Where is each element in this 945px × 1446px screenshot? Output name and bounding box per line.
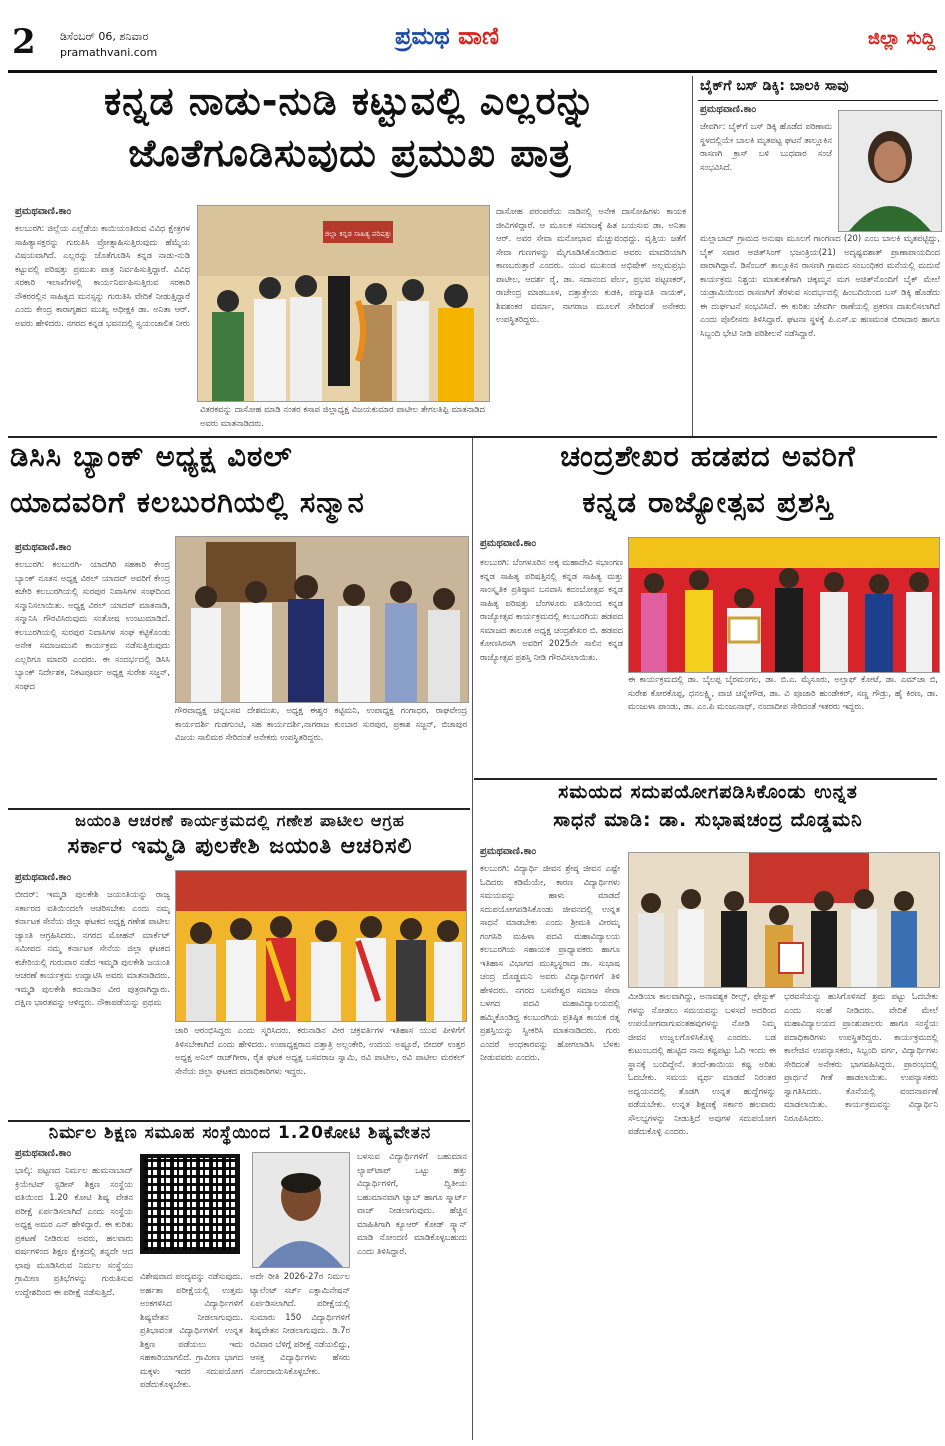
- story3-caption: ಗೌರವಾಧ್ಯಕ್ಷ ಚನ್ನಬಸವ ದೇಶಮುಖ, ಅಧ್ಯಕ್ಷ ಈಶ್ವರ ಕಟ್ಟಿಮನಿ, ಉಪಾಧ್ಯಕ್ಷ ಗಂಗಾಧರ, ರಾಘವೇಂದ್ರ ಕಾರ್ಯದರ್ಶಿ ಗುಡಗುಂಟಿ, ಸಹ ಕಾರ್ಯದರ್ಶಿ,ನಾಗರಾಜ ಕುಂಬಾರ ಸುರಪುರ, ಪ್ರಕಾಶ ಸಜ್ಜನ್, ಬಿಜಾಪುರ ವಿಜಯ ಸಾಲಿಮಠ ಸೇರಿದಂತೆ ಅನೇಕರು ಉಪಸ್ಥಿತರಿದ್ದರು.: [175, 705, 467, 742]
- column-divider-2: [472, 438, 473, 808]
- qr-code-icon[interactable]: [140, 1154, 240, 1254]
- story2-text-b: ಮಲ್ಲಾಬಾದ್ ಗ್ರಾಮದ ಅನುಷಾ ಮೂಲಗೆ ಗಾಂಗಣದ (20) ಎಂಬ ಬಾಲಕಿ ಮೃತಪಟ್ಟಿದ್ದು, ಬೈಕ್ ಸವಾರ ಅಜಿತ್‌ಸಿಂಗ್ ಭಜಂತ್ರಿಯ(21) ಅದೃಷ್ಟವಶಾತ್ ಪ್ರಾಣಾಪಾಯದಿಂದ ಪಾರಾಗಿದ್ದಾನೆ. ಡಿಸೆಂಬರ್ ತಾಲ್ಲೂಕಿನ ರಾಸಣಗಿ ಗ್ರಾಮದ ಸಂಬಂಧಿಕರ ಮನೆಯಲ್ಲಿ ಮದುವೆ ಕಾರ್ಯಕ್ರಮ ನಿಶ್ಚಯ ಮಾತುಕತೆಗಾಗಿ ಚಿಕ್ಕಮ್ಮನ ಮಗ ಅಜಿತ್‌ನೊಂದಿಗೆ ಬೈಕ್ ಮೇಲೆ ಯಡ್ರಾಮಿಯಿಂದ ರಾಸಣಗಿಗೆ ತೆರಳುವ ಸಂದರ್ಭದಲ್ಲಿ ಹಿಂಬದಿಯಿಂದ ಬಸ್ ಡಿಕ್ಕಿ ಹೊಡೆದು ಈ ದುರ್ಘಟನೆ ಸಂಭವಿಸಿದೆ. ಈ ಕುರಿತು ಜೇವರ್ಗಿ ಠಾಣೆಯಲ್ಲಿ ಪ್ರಕರಣ ದಾಖಲಿಸಲಾಗಿದೆ ಎಂದು ಪೊಲೀಸರು ತಿಳಿಸಿದ್ದಾರೆ. ಘಟನಾ ಸ್ಥಳಕ್ಕೆ ಪಿ.ಎಸ್.ಐ ಹಣಮಂತ ಬಿರಾದಾರ ಹಾಗೂ ಸಿಬ್ಬಂದಿ ಭೇಟಿ ನೀಡಿ ಪರಿಶೀಲನೆ ನಡೆಸಿದ್ದಾರೆ.: [700, 233, 940, 338]
- story6-photo: [628, 852, 940, 988]
- story2-text-a: ಜೇವರ್ಗಿ: ಬೈಕ್‌ಗೆ ಬಸ್ ಡಿಕ್ಕಿ ಹೊಡೆದ ಪರಿಣಾಮ ಸ್ಥಳದಲ್ಲಿಯೇ ಬಾಲಕಿ ಮೃತಪಟ್ಟ ಘಟನೆ ತಾಲ್ಲೂಕಿನ ರಾಸಣಗಿ ಕ್ರಾಸ್ ಬಳಿ ಬುಧವಾರ ಸಂಜೆ ಸಂಭವಿಸಿದೆ.: [700, 121, 832, 172]
- story1-headline-2: ಜೊತೆಗೂಡಿಸುವುದು ಪ್ರಮುಖ ಪಾತ್ರ: [128, 131, 572, 175]
- story4-text: ಕಲಬುರಗಿ: ಬೆಂಗಳೂರಿನ ಅಕ್ಕ ಮಹಾದೇವಿ ಸಭಾಂಗಣ ಕನ್ನಡ ಸಾಹಿತ್ಯ ಪರಿಷತ್ತಿನಲ್ಲಿ ಕನ್ನಡ ಸಾಹಿತ್ಯ ಮತ್ತು ಸಾಂಸ್ಕೃತಿಕ ಪ್ರತಿಷ್ಠಾನ ಬನವಾಸಿ ಕದಂಬೋತ್ಸವ ಕನ್ನಡ ಸಾಹಿತ್ಯ ಪರಿಷತ್ತು ಬೆಂಗಳೂರು ವತಿಯಿಂದ ಕನ್ನಡ ರಾಜ್ಯೋತ್ಸವ ಕಾರ್ಯಕ್ರಮದಲ್ಲಿ ಕಲಬುರಗಿಯ ಹಡಪದ ಸಮಾಜದ ತಾಲೂಕ ಅಧ್ಯಕ್ಷ ಚಂದ್ರಶೇಖರ ಬಿ. ಹಡಪದ ಕೋಣಸಿರಸಗಿ ಅವರಿಗೆ 2025ನೇ ಸಾಲಿನ ಕನ್ನಡ ರಾಜ್ಯೋತ್ಸವ ಪ್ರಶಸ್ತಿ ನೀಡಿ ಗೌರವಿಸಲಾಯಿತು.: [480, 557, 623, 662]
- column-divider: [692, 76, 693, 436]
- story1-text-col2: ದಾಸೋಹ ಪರಂಪರೆಯ ನಾಡಿನಲ್ಲಿ ಅನೇಕ ದಾಸೋಹಿಗಳು ಕಾಯಕ ಜೀವಿಗಳಿದ್ದಾರೆ. ಆ ಮೂಲಕ ಸಮಾಜಕ್ಕೆ ಹಿತ ಬಯಸುವ ಡಾ. ಅನಿತಾ ಆರ್. ಅವರ ಸೇವಾ ಮನೋಭಾವ ಮೆಚ್ಚುವಂಥದ್ದು. ವೃತ್ತಿಯ ಜತೆಗೆ ಸೇವಾ ಗುಣಗಳನ್ನು ಮೈಗೂಡಿಸಿಕೊಂಡಿರುವ ಅವರು ಮಾದರಿಯಾಗಿ ಕಾಣಬರುತ್ತಾರೆ ಎಂದರು. ಯುವ ಮುಖಂಡ ಅಭಿಷೇಕ್ ಅಲ್ಲಮಪ್ರಭು ಪಾಟೀಲ, ಆದರ್ಶ ರೈ, ಡಾ. ಸದಾನಂದ ಪೆರ್ಲ, ಪ್ರಭವ ಪಟ್ಟಣಕರ್, ರಾಜೇಂದ್ರ ಮಾಡಬೂಳ, ದತ್ತಾತ್ರೇಯ ಕುಡಕಿ, ಪದ್ಮಾವತಿ ನಾಯಕ್, ಶಿವಶಂಕರ ವರ್ಮಾ, ನಾಗರಾಜ ಮೂಲಗೆ ಸೇರಿದಂತೆ ಅನೇಕರು ಉಪಸ್ಥಿತರಿದ್ದರು.: [496, 206, 686, 324]
- logo-part-right: ವಾಣಿ: [458, 22, 500, 50]
- story7-text: ಭಾಲ್ಕಿ: ಪಟ್ಟಣದ ನಿರ್ಮಲ ಹುಮನಾಬಾದ್ ಕ್ರಿಯೇಟಿವ್ ಸ್ಟಡೀಸ್ ಶಿಕ್ಷಣ ಸಂಸ್ಥೆಯ ವತಿಯಿಂದ 1.20 ಕೋಟಿ ಶಿಷ್ಯ ವೇತನ ಪರೀಕ್ಷೆ ಏರ್ಪಡಿಸಲಾಗಿದೆ ಎಂದು ಸಂಸ್ಥೆಯ ಅಧ್ಯಕ್ಷ ಅಮರ ಎನ್ ಹೇಳಿದ್ದಾರೆ. ಈ ಕುರಿತು ಪ್ರಕಟಣೆ ನೀಡಿರುವ ಅವರು, ಹಲವಾರು ವರ್ಷಗಳಿಂದ ಶಿಕ್ಷಣ ಕ್ಷೇತ್ರದಲ್ಲಿ ತನ್ನದೇ ಆದ ಛಾಪು ಮೂಡಿಸಿರುವ ನಿರ್ಮಲ ಸಂಸ್ಥೆಯು ಗ್ರಾಮೀಣ ಪ್ರತಿಭೆಗಳನ್ನು ಗುರುತಿಸುವ ಉದ್ದೇಶದಿಂದ ಈ ಪರೀಕ್ಷೆ ನಡೆಸುತ್ತಿದೆ.: [15, 1165, 133, 1297]
- story5-headline-1: ಜಯಂತಿ ಆಚರಣೆ ಕಾರ್ಯಕ್ರಮದಲ್ಲಿ ಗಣೇಶ ಪಾಟೀಲ ಆಗ್ರಹ: [75, 811, 405, 830]
- story4-headline-1: ಚಂದ್ರಶೇಖರ ಹಡಪದ ಅವರಿಗೆ: [560, 439, 856, 473]
- story2-headline: ಬೈಕ್‌ಗೆ ಬಸ್ ಡಿಕ್ಕಿ: ಬಾಲಕಿ ಸಾವು: [700, 78, 849, 94]
- story7-text-col2: ವಿಶೇಷವಾದ ಪಂದ್ಯವನ್ನು ನಡೆಸುವುದು. ಅರ್ಹತಾ ಪರೀಕ್ಷೆಯಲ್ಲಿ ಉತ್ತಮ ಅಂಕಗಳಿಸಿದ ವಿದ್ಯಾರ್ಥಿಗಳಿಗೆ ಶಿಷ್ಯವೇತನ ನೀಡಲಾಗುವುದು. ಪ್ರತಿಭಾವಂತ ವಿದ್ಯಾರ್ಥಿಗಳಿಗೆ ಉನ್ನತ ಶಿಕ್ಷಣ ಪಡೆಯಲು ಇದು ಸಹಕಾರಿಯಾಗಲಿದೆ. ಗ್ರಾಮೀಣ ಭಾಗದ ಮಕ್ಕಳು ಇದರ ಸದುಪಯೋಗ ಪಡೆದುಕೊಳ್ಳಬೇಕು.: [140, 1271, 243, 1389]
- story5-caption: ಜಾರಿ ಆರಂಭಿಸಿದ್ದರು ಎಂದು ಸ್ಮರಿಸಿದರು. ಕರುನಾಡಿನ ವೀರ ಚಕ್ರವರ್ತಿಗಳ ಇತಿಹಾಸ ಯುವ ಪೀಳಿಗೆಗೆ ತಿಳಿಸಬೇಕಾಗಿದೆ ಎಂದು ಹೇಳಿದರು. ಉಪಾಧ್ಯಕ್ಷರಾದ ದತ್ತಾತ್ರಿ ಅಲ್ಲಂಕೇರಿ, ಉದಯ ಅಷ್ಟೂರೆ, ಬೀದರ್ ಉತ್ತರ ಅಧ್ಯಕ್ಷ ಅನಿಲ್ ರಾಜ್‌ಗೀರಾ, ರೈತ ಘಟಕ ಅಧ್ಯಕ್ಷ ಬಸವರಾಜ ಸ್ವಾಮಿ, ರವಿ ಪಾಟೀಲ, ರವಿ ಪಾಟೀಲ ಮರಕಲ್ ಸೇನೆಯ ಜಿಲ್ಲಾ ಘಟಕದ ಪದಾಧಿಕಾರಿಗಳು ಇದ್ದರು.: [175, 1025, 465, 1076]
- section-title: ಜಿಲ್ಲಾ ಸುದ್ದಿ: [867, 28, 935, 49]
- photo-sign: ಜಿಲ್ಲಾ ಕನ್ನಡ ಸಾಹಿತ್ಯ ಪರಿಷತ್ತು: [324, 230, 392, 238]
- section-rule-2: [8, 808, 470, 810]
- story7-byline: ಪ್ರಮಥವಾಣಿ.ಕಾಂ: [15, 1148, 72, 1159]
- story5-photo: [175, 870, 467, 1022]
- logo-part-left: ಪ್ರಮಥ: [395, 22, 450, 50]
- section-rule-3: [474, 778, 937, 780]
- story3-byline: ಪ್ರಮಥವಾಣಿ.ಕಾಂ: [15, 542, 72, 553]
- victim-photo: [838, 110, 942, 232]
- story6-text-col3: ಭರವಸೆಯನ್ನು ಹುಸಿಗೊಳಿಸದೆ ಶ್ರಮ ಪಟ್ಟು ಓದಬೇಕು ಎಂದು ಸಲಹೆ ನೀಡಿದರು. ವೇದಿಕೆ ಮೇಲೆ ಮಹಾವಿದ್ಯಾಲಯದ ಪ್ರಾಂಶುಪಾಲರು ಹಾಗೂ ಸಂಸ್ಥೆಯ ಪದಾಧಿಕಾರಿಗಳು ಉಪಸ್ಥಿತರಿದ್ದರು. ಕಾರ್ಯಕ್ರಮದಲ್ಲಿ ಕಾಲೇಜಿನ ಉಪನ್ಯಾಸಕರು, ಸಿಬ್ಬಂದಿ ವರ್ಗ, ವಿದ್ಯಾರ್ಥಿಗಳು ಸೇರಿದಂತೆ ಅನೇಕರು ಭಾಗವಹಿಸಿದ್ದರು. ಪ್ರಾರಂಭದಲ್ಲಿ ಪ್ರಾರ್ಥನೆ ಗೀತೆ ಹಾಡಲಾಯಿತು. ಉಪನ್ಯಾಸಕರು ಸ್ವಾಗತಿಸಿದರು. ಕೊನೆಯಲ್ಲಿ ವಂದನಾರ್ಪಣೆ ಮಾಡಲಾಯಿತು. ಕಾರ್ಯಕ್ರಮವನ್ನು ವಿದ್ಯಾರ್ಥಿನಿ ನಿರೂಪಿಸಿದರು.: [784, 991, 938, 1123]
- story5-byline: ಪ್ರಮಥವಾಣಿ.ಕಾಂ: [15, 872, 72, 883]
- story2-rule: [698, 100, 938, 101]
- header-rule: [8, 70, 937, 73]
- section-rule-4: [8, 1120, 470, 1122]
- portrait-photo: [252, 1152, 350, 1268]
- story1-byline: ಪ್ರಮಥವಾಣಿ.ಕಾಂ: [15, 206, 72, 217]
- story3-photo: [175, 536, 469, 703]
- masthead-logo: [395, 22, 499, 50]
- story6-byline: ಪ್ರಮಥವಾಣಿ.ಕಾಂ: [480, 846, 537, 857]
- story3-headline-1: ಡಿಸಿಸಿ ಬ್ಯಾಂಕ್ ಅಧ್ಯಕ್ಷ ವಿಠಲ್: [10, 439, 293, 473]
- story7-text-col3: ಅದೇ ರೀತಿ 2026-27ರ ನಿರ್ಮಲ ಟ್ಯಾಲೆಂಟ್ ಸರ್ಚ್ ಎಕ್ಸಾಮಿನೇಷನ್ ಏರ್ಪಡಿಸಲಾಗಿದೆ. ಪರೀಕ್ಷೆಯಲ್ಲಿ ಸುಮಾರು 150 ವಿದ್ಯಾರ್ಥಿಗಳಿಗೆ ಶಿಷ್ಯವೇತನ ನೀಡಲಾಗುವುದು. ಡಿ.7ರ ರವಿವಾರ ಬೆಳಿಗ್ಗೆ ಪರೀಕ್ಷೆ ನಡೆಯಲಿದ್ದು, ಆಸಕ್ತ ವಿದ್ಯಾರ್ಥಿಗಳು ಹೆಸರು ನೋಂದಾಯಿಸಿಕೊಳ್ಳಬೇಕು.: [250, 1271, 350, 1376]
- story4-headline-2: ಕನ್ನಡ ರಾಜ್ಯೋತ್ಸವ ಪ್ರಶಸ್ತಿ: [582, 485, 834, 519]
- story5-headline-2: ಸರ್ಕಾರ ಇಮ್ಮಡಿ ಪುಲಕೇಶಿ ಜಯಂತಿ ಆಚರಿಸಲಿ: [67, 834, 413, 859]
- story6-headline-2: ಸಾಧನೆ ಮಾಡಿ: ಡಾ. ಸುಭಾಷಚಂದ್ರ ದೊಡ್ಡಮನಿ: [553, 809, 863, 831]
- story1-photo: [197, 205, 490, 402]
- story1-caption: ವಿತರಕವನ್ನು ದಾಸೋಹ ಮಾಡಿ ನಂತರ ಕಸಾಪ ಜಿಲ್ಲಾಧ್ಯಕ್ಷ ವಿಜಯಕುಮಾರ ಪಾಟೀಲ ತೇಗಲತಿಪ್ಪಿ ಮಾತನಾಡಿದ ಅವರು ಮಾತನಾಡಿದರು.: [200, 404, 485, 428]
- story4-byline: ಪ್ರಮಥವಾಣಿ.ಕಾಂ: [480, 538, 537, 549]
- story7-headline: ನಿರ್ಮಲ ಶಿಕ್ಷಣ ಸಮೂಹ ಸಂಸ್ಥೆಯಿಂದ 1.20ಕೋಟಿ ಶಿಷ್ಯವೇತನ: [48, 1123, 432, 1143]
- story5-text: ಬೀದರ್: ಇಮ್ಮಡಿ ಪುಲಕೇಶಿ ಜಯಂತಿಯನ್ನು ರಾಜ್ಯ ಸರ್ಕಾರದ ವತಿಯಿಂದಲೇ ಆಚರಿಸಬೇಕು ಎಂದು ನಮ್ಮ ಕರ್ನಾಟಕ ಸೇನೆಯ ಜಿಲ್ಲಾ ಘಟಕದ ಅಧ್ಯಕ್ಷ ಗಣೇಶ ಪಾಟೀಲ ಜ್ಯಾಂತಿ ಆಗ್ರಹಿಸಿದರು. ನಗರದ ಮೋಹನ್ ಮಾರ್ಕೆಟ್ ಸಮೀಪದ ನಮ್ಮ ಕರ್ನಾಟಕ ಸೇನೆಯ ಜಿಲ್ಲಾ ಘಟಕದ ಕಚೇರಿಯಲ್ಲಿ ಗುರುವಾರ ನಡೆದ ಇಮ್ಮಡಿ ಪುಲಕೇಶಿ ಜಯಂತಿ ಆಚರಣೆ ಕಾರ್ಯಕ್ರಮ ಉದ್ಘಾಟಿಸಿ ಅವರು ಮಾತನಾಡಿದರು. ಇಮ್ಮಡಿ ಪುಲಕೇಶಿ ಕರುನಾಡಿನ ವೀರ ಪುತ್ರರಾಗಿದ್ದಾರು. ದಕ್ಷಿಣ ಭಾರತವನ್ನು ಆಳಿದ್ದರು. ನೌಕಾಪಡೆಯನ್ನು ಪ್ರಥಮ: [15, 889, 170, 1007]
- story6-headline-1: ಸಮಯದ ಸದುಪಯೋಗಪಡಿಸಿಕೊಂಡು ಉನ್ನತ: [558, 781, 858, 803]
- story1-headline-1: ಕನ್ನಡ ನಾಡು-ನುಡಿ ಕಟ್ಟುವಲ್ಲಿ ಎಲ್ಲರನ್ನು: [104, 79, 596, 123]
- story2-byline: ಪ್ರಮಥವಾಣಿ.ಕಾಂ: [700, 104, 757, 115]
- story6-text-col2: ಮೀಡಿಯಾ ಕಾಲವಾಗಿದ್ದು, ಅನಾವಶ್ಯಕ ರೀಲ್ಸ್, ಫೇಸ್ಬುಕ್ ಗಳನ್ನು ನೋಡಲು ಸಮಯವನ್ನು ಬಳಸದೆ ಅದರಿಂದ ಉಪಯೋಗವಾಗುವಂತಹವುಗಳನ್ನು ನೋಡಿ ನಿಮ್ಮ ಜೀವನ ಉಜ್ವಲಗೊಳಿಸಿಕೊಳ್ಳಿ ಎಂದರು. ಬಡ ಕುಟುಂಬದಲ್ಲಿ ಹುಟ್ಟಿದ ನಾನು ಕಷ್ಟಪಟ್ಟು ಓದಿ ಇಂದು ಈ ಸ್ಥಾನಕ್ಕೆ ಬಂದಿದ್ದೇನೆ. ತಂದೆ-ತಾಯಿಯ ಕಷ್ಟ ಅರಿತು ಓದಬೇಕು. ಸಮಯ ವ್ಯರ್ಥ ಮಾಡದೆ ನಿರಂತರ ಅಧ್ಯಯನದಲ್ಲಿ ತೊಡಗಿ ಉನ್ನತ ಹುದ್ದೆಗಳನ್ನು ಪಡೆಯಬೇಕು. ಉನ್ನತ ಶಿಕ್ಷಣಕ್ಕೆ ಸರ್ಕಾರ ಹಲವಾರು ಸೌಲಭ್ಯಗಳನ್ನು ನೀಡುತ್ತಿದೆ ಅವುಗಳ ಸದುಪಯೋಗ ಪಡೆದುಕೊಳ್ಳಿ ಎಂದರು.: [628, 991, 776, 1136]
- page-number: 2: [12, 22, 36, 62]
- story1-text-col1: ಕಲಬುರಗಿ: ಜಿಲ್ಲೆಯ ಎಲ್ಲೆಡೆಯ ಕಾಯಿಯಂತಿರುವ ವಿವಿಧ ಕ್ಷೇತ್ರಗಳ ಸಾಹಿತ್ಯಾಸಕ್ತರನ್ನು ಗುರುತಿಸಿ ಪ್ರೋತ್ಸಾಹಿಸುತ್ತಿರುವುದು ಹೆಮ್ಮೆಯ ವಿಷಯವಾಗಿದೆ. ಎಲ್ಲರನ್ನು ಜೊತೆಗೂಡಿಸಿ ಕನ್ನಡ ನಾಡು-ನುಡಿ ಕಟ್ಟುವಲ್ಲಿ ಪರಿಷತ್ತು ಪ್ರಮುಖ ಪಾತ್ರ ನಿರ್ವಹಿಸುತ್ತಿದ್ದಾರೆ. ವಿವಿಧ ಸರಕಾರಿ ಇಲಾಖೆಗಳಲ್ಲಿ ಕಾರ್ಯನಿರ್ವಹಿಸುತ್ತಿರುವ ಸರಕಾರಿ ನೌಕರರಲ್ಲಿನ ಸಾಹಿತ್ಯದ ಮನಸ್ಸನ್ನು ಗುರುತಿಸಿ ವೇದಿಕೆ ನೀಡುತ್ತಿದ್ದಾರೆ ಎಂದು ಕೇಂದ್ರ ಕಾರಾಗೃಹದ ಮುಖ್ಯ ಅಧೀಕ್ಷಕಿ ಡಾ. ಅನಿತಾ ಆರ್. ಅವರು ಹೇಳಿದರು. ನಗರದ ಕನ್ನಡ ಭವನದಲ್ಲಿ ಸ್ವಯಂಚಾಲಿತ ನೀರು: [15, 223, 190, 328]
- story4-text2: ಈ ಕಾರ್ಯಕ್ರಮದಲ್ಲಿ ಡಾ. ಬೈಲಪ್ಪ ಬೈರಮಂಗಲ, ಡಾ. ಬಿ.ಎ. ಮೈಸೂರು, ಅಲ್ತಾಫ್ ಕೋಟೆ, ಡಾ. ಎಮ್‌ಜಾ ಬಿ, ಸುರೇಶ ಕೋರಕೊಪ್ಪ, ಧನಲಕ್ಷ್ಮಿ, ವಾಚಿ ಚನ್ನೇಗೌಡ, ಡಾ. ವಿ ಪೂಜಾರಿ ಹುಂಡೇಕರ್, ಸಣ್ಣ ಗೌಡ್ರು, ಹೈ ಕಿರಣ, ಡಾ. ಮಂಜುಳಾ ಪಾಂಡು, ಡಾ. ಎಂ.ಪಿ ಮಂಜುನಾಥ್, ನಂದಾದೀಪ ಸೇರಿದಂತೆ ಇತರರು ಇದ್ದರು.: [628, 674, 938, 711]
- issue-date: ಡಿಸೆಂಬರ್ 06, ಶನಿವಾರ: [60, 30, 149, 43]
- story6-text-intro: ಕಲಬುರಗಿ: ವಿದ್ಯಾರ್ಥಿ ಜೀವನ ಶ್ರೇಷ್ಠ ಜೀವನ ಎಷ್ಟೇ ಓದಿದರು ಕಡಿಮೆಯೇ, ಕಾರಣ ವಿದ್ಯಾರ್ಥಿಗಳು ಸಮಯವನ್ನು ಹಾಳು ಮಾಡದೆ ಸದುಪಯೋಗಪಡಿಸಿಕೊಂಡು ಜೀವನದಲ್ಲಿ ಉನ್ನತ ಸಾಧನೆ ಮಾಡಬೇಕು ಎಂದು ಶ್ರೀಮತಿ ವೀರಮ್ಮ ಗಂಗಸಿರಿ ಮಹಿಳಾ ಪದವಿ ಮಹಾವಿದ್ಯಾಲಯ ಕಲಬುರಗಿಯ ಸಹಾಯಕ ಪ್ರಾಧ್ಯಾಪಕರು ಹಾಗೂ ಇತಿಹಾಸ ವಿಭಾಗದ ಮುಖ್ಯಸ್ಥರಾದ ಡಾ. ಸುಭಾಷ ಚಂದ್ರ ದೊಡ್ಡಮನಿ ಅವರು ವಿದ್ಯಾರ್ಥಿಗಳಿಗೆ ತಿಳಿ ಹೇಳಿದರು. ನಗರದ ಬಸವೇಶ್ವರ ಸಮಾಜ ಸೇವಾ ಬಳಗದ ಪದವಿ ಮಹಾವಿದ್ಯಾಲಯದಲ್ಲಿ ಹಮ್ಮಿಕೊಂಡಿದ್ದ ಕಲಬುರಗಿಯ ಪ್ರತಿಷ್ಠಿತ ಕಾಯಕ ರತ್ನ ಪ್ರಶಸ್ತಿಯನ್ನು ಸ್ವೀಕರಿಸಿ ಮಾತನಾಡಿದರು. ಗುರು ಎಂದರೆ ಅಂಧಕಾರವನ್ನು ಹೋಗಲಾಡಿಸಿ ಬೆಳಕು ನೀಡುವವರು ಎಂದರು.: [480, 863, 620, 1062]
- column-divider-3: [472, 780, 473, 1440]
- website[interactable]: pramathvani.com: [60, 46, 158, 59]
- story7-text-col4: ಬಳಸುವ ವಿದ್ಯಾರ್ಥಿಗಳಿಗೆ ಬಹುಮಾನ ಲ್ಯಾಪ್‌ಟಾಪ್ ಒಟ್ಟು ಹತ್ತು ವಿದ್ಯಾರ್ಥಿಗಳಿಗೆ, ದ್ವಿತೀಯ ಬಹುಮಾನವಾಗಿ ಟ್ಯಾಬ್ ಹಾಗೂ ಸ್ಮಾರ್ಟ್ ವಾಚ್ ನೀಡಲಾಗುವುದು. ಹೆಚ್ಚಿನ ಮಾಹಿತಿಗಾಗಿ ಕ್ಯೂಆರ್ ಕೋಡ್ ಸ್ಕ್ಯಾನ್ ಮಾಡಿ ನೋಂದಣಿ ಮಾಡಿಕೊಳ್ಳಬಹುದು ಎಂದು ತಿಳಿಸಿದ್ದಾರೆ.: [357, 1151, 467, 1256]
- story4-photo: [628, 537, 940, 673]
- story3-headline-2: ಯಾದವರಿಗೆ ಕಲಬುರಗಿಯಲ್ಲಿ ಸನ್ಮಾನ: [10, 485, 365, 519]
- story3-text: ಕಲಬುರಗಿ: ಕಲಬುರಗಿ- ಯಾದಗಿರಿ ಸಹಕಾರಿ ಕೇಂದ್ರ ಬ್ಯಾಂಕ್ ನೂತನ ಅಧ್ಯಕ್ಷ ವಿಠಲ್ ಯಾದವ್ ಅವರಿಗೆ ಕೇಂದ್ರ ಕಚೇರಿ ಕಲಬುರಗಿಯಲ್ಲಿ ಸುರಪುರ ನಿವಾಸಿಗಳ ಸಂಘದಿಂದ ಸನ್ಮಾನಿಸಲಾಯಿತು. ಅಧ್ಯಕ್ಷ ವಿಠಲ್ ಯಾದವ್ ಮಾತನಾಡಿ, ಸನ್ಮಾನಿಸಿ ಗೌರವಿಸಿರುವುದು ಸಂತೋಷ ಉಂಟುಮಾಡಿದೆ. ಕಲಬುರಗಿಯಲ್ಲಿ ಸುರಪುರ ನಿವಾಸಿಗಳ ಸಂಘ ಕಟ್ಟಿಕೊಂಡು ಅನೇಕ ಸಮಾಜಮುಖಿ ಕಾರ್ಯಕ್ರಮ ನಡೆಸುತ್ತಿರುವುದು ಎಲ್ಲರಿಗೂ ಮಾದರಿ ಎಂದರು. ಈ ಸಂದರ್ಭದಲ್ಲಿ ಡಿಸಿಸಿ ಬ್ಯಾಂಕ್ ನಿರ್ದೇಶಕ, ನಿಕಟಪೂರ್ವ ಅಧ್ಯಕ್ಷ ಸುರೇಶ ಸಜ್ಜನ್, ಸಂಘದ: [15, 559, 170, 691]
